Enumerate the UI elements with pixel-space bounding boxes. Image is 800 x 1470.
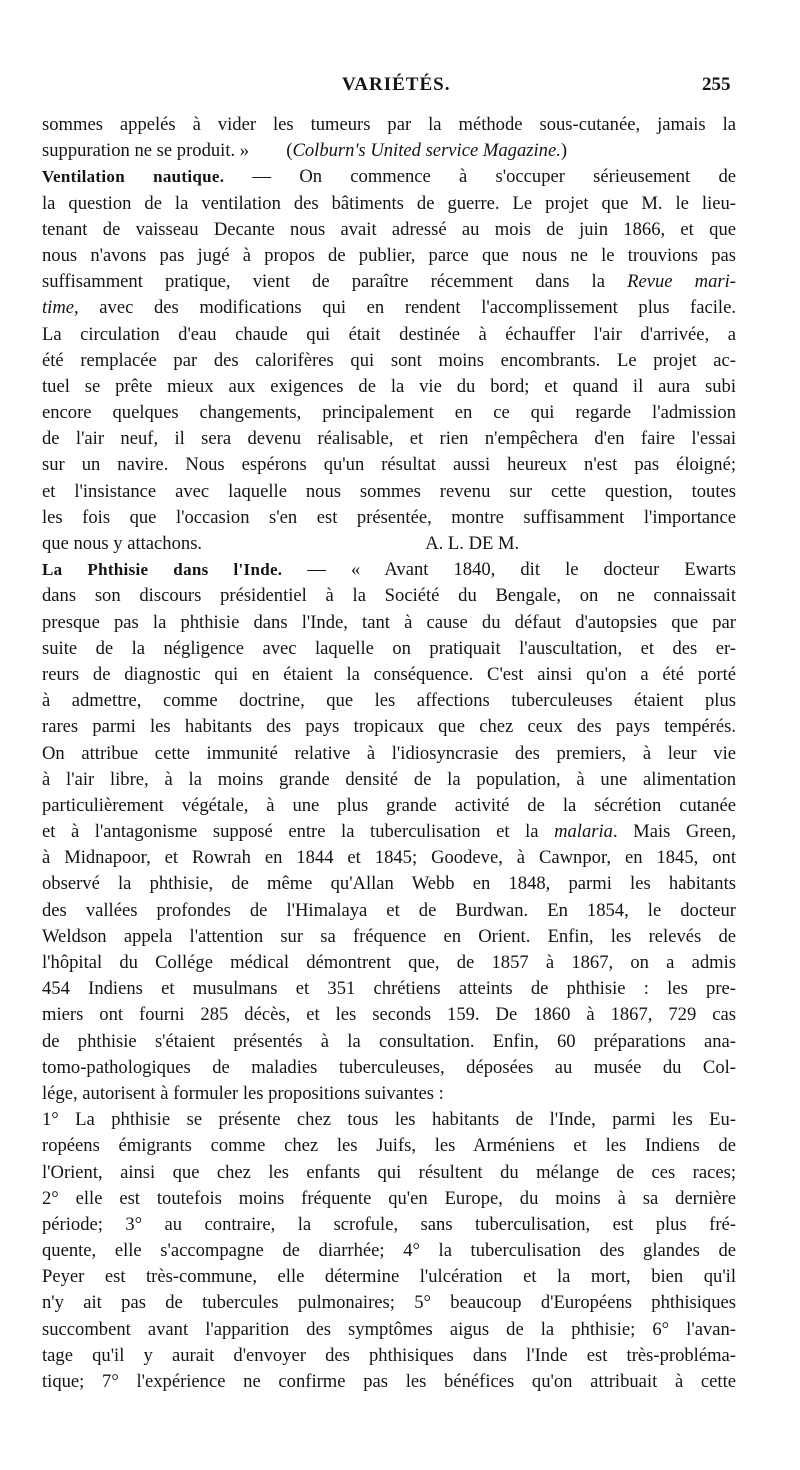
text-line: Weldson appela l'attention sur sa fréquence en Orient. Enfin, les relevés de bbox=[42, 925, 736, 947]
text-line: miers ont fourni 285 décès, et les seconds 159. De 1860 à 1867, 729 cas bbox=[42, 1004, 736, 1026]
text-line: à admettre, comme doctrine, que les affections tuberculeuses étaient plus bbox=[42, 690, 736, 712]
text-line: time, avec des modifications qui en rendent l'accomplissement plus facile. bbox=[42, 297, 736, 319]
section-lead: Ventilation nautique. bbox=[42, 167, 225, 187]
text-line: succombent avant l'apparition des symptômes aigus de la phthisie; 6° l'avan- bbox=[42, 1318, 736, 1340]
text-line: rares parmi les habitants des pays tropicaux que chez ceux des pays tempérés. bbox=[42, 716, 736, 738]
text-line: particulièrement végétale, à une plus grande activité de la sécrétion cutanée bbox=[42, 794, 736, 816]
text-line: La circulation d'eau chaude qui était destinée à échauffer l'air d'arrivée, a bbox=[42, 323, 736, 345]
text-line: 454 Indiens et musulmans et 351 chrétiens atteints de phthisie : les pre- bbox=[42, 978, 736, 1000]
text-line: été remplacée par des calorifères qui sont moins encombrants. Le projet ac- bbox=[42, 349, 736, 371]
text-line: à l'air libre, à la moins grande densité de la population, à une alimentation bbox=[42, 768, 736, 790]
text-line: La Phthisie dans l'Inde. — « Avant 1840, dit le docteur Ewarts bbox=[42, 559, 736, 581]
text-line: lége, autorisent à formuler les propositions suivantes : bbox=[42, 1082, 444, 1104]
running-head: VARIÉTÉS. bbox=[342, 74, 451, 95]
text-line: dans son discours présidentiel à la Société du Bengale, on ne connaissait bbox=[42, 585, 736, 607]
text-line: tomo-pathologiques de maladies tuberculeuses, déposées au musée du Col- bbox=[42, 1056, 736, 1078]
page-header bbox=[0, 74, 800, 104]
text-line: Ventilation nautique. — On commence à s'occuper sérieusement de bbox=[42, 166, 736, 188]
text-line: n'y ait pas de tubercules pulmonaires; 5° beaucoup d'Européens phthisiques bbox=[42, 1292, 736, 1314]
text-line: que nous y attachons. A. L. DE M. bbox=[42, 533, 520, 554]
italic-text: time bbox=[42, 297, 75, 319]
text-line: tage qu'il y aurait d'envoyer des phthisiques dans l'Inde est très-probléma- bbox=[42, 1344, 736, 1366]
italic-text: Colburn's United service Magazine. bbox=[292, 140, 561, 162]
text-line: reurs de diagnostic qui en étaient la conséquence. C'est ainsi qu'on a été porté bbox=[42, 663, 736, 685]
text-line: 1° La phthisie se présente chez tous les habitants de l'Inde, parmi les Eu- bbox=[42, 1109, 736, 1131]
text-line: l'Orient, ainsi que chez les enfants qui résultent du mélange de ces races; bbox=[42, 1161, 736, 1183]
text-line: à Midnapoor, et Rowrah en 1844 et 1845; Goodeve, à Cawnpor, en 1845, ont bbox=[42, 847, 736, 869]
italic-text: Revue mari- bbox=[627, 271, 736, 293]
text-line: On attribue cette immunité relative à l'idiosyncrasie des premiers, à leur vie bbox=[42, 742, 736, 764]
text-line: suppuration ne se produit. » (Colburn's United service Magazine.) bbox=[42, 140, 568, 162]
text-line: ropéens émigrants comme chez les Juifs, les Arméniens et les Indiens de bbox=[42, 1135, 736, 1157]
text-line: et à l'antagonisme supposé entre la tuberculisation et la malaria. Mais Green, bbox=[42, 821, 736, 843]
text-line: et l'insistance avec laquelle nous sommes revenu sur cette question, toutes bbox=[42, 480, 736, 502]
text-line: la question de la ventilation des bâtiments de guerre. Le projet que M. le lieu- bbox=[42, 192, 736, 214]
text-line: suite de la négligence avec laquelle on pratiquait l'auscultation, et des er- bbox=[42, 637, 736, 659]
text-line: les fois que l'occasion s'en est présentée, montre suffisamment l'importance bbox=[42, 506, 736, 528]
italic-text: malaria bbox=[554, 821, 613, 843]
text-line: tuel se prête mieux aux exigences de la vie du bord; et quand il aura subi bbox=[42, 375, 736, 397]
text-line: suffisamment pratique, vient de paraître récemment dans la Revue mari- bbox=[42, 271, 736, 293]
text-line: Peyer est très-commune, elle détermine l'ulcération et la mort, bien qu'il bbox=[42, 1266, 736, 1288]
body-text bbox=[42, 112, 736, 1395]
text-line: sommes appelés à vider les tumeurs par la méthode sous-cutanée, jamais la bbox=[42, 114, 736, 135]
text-line: période; 3° au contraire, la scrofule, sans tuberculisation, est plus fré- bbox=[42, 1213, 736, 1235]
text-line: l'hôpital du Collége médical démontrent que, de 1857 à 1867, on a admis bbox=[42, 952, 736, 973]
text-line: tenant de vaisseau Decante nous avait adressé au mois de juin 1866, et que bbox=[42, 218, 736, 240]
text-line: sur un navire. Nous espérons qu'un résultat aussi heureux n'est pas éloigné; bbox=[42, 454, 736, 476]
text-line: de phthisie s'étaient présentés à la consultation. Enfin, 60 préparations ana- bbox=[42, 1030, 736, 1052]
page-number: 255 bbox=[702, 74, 731, 95]
text-line: encore quelques changements, principalement en ce qui regarde l'admission bbox=[42, 402, 736, 424]
text-line: 2° elle est toutefois moins fréquente qu'en Europe, du moins à sa dernière bbox=[42, 1187, 736, 1209]
text-line: tique; 7° l'expérience ne confirme pas les bénéfices qu'on attribuait à cette bbox=[42, 1371, 736, 1392]
text-line: observé la phthisie, de même qu'Allan Webb en 1848, parmi les habitants bbox=[42, 873, 736, 895]
text-line: presque pas la phthisie dans l'Inde, tant à cause du défaut d'autopsies que par bbox=[42, 611, 736, 633]
text-line: des vallées profondes de l'Himalaya et de Burdwan. En 1854, le docteur bbox=[42, 899, 736, 921]
text-line: nous n'avons pas jugé à propos de publier, parce que nous ne le trouvions pas bbox=[42, 244, 736, 266]
text-line: quente, elle s'accompagne de diarrhée; 4° la tuberculisation des glandes de bbox=[42, 1240, 736, 1262]
section-lead: La Phthisie dans l'Inde. bbox=[42, 560, 283, 580]
text-line: de l'air neuf, il sera devenu réalisable, et rien n'empêchera d'en faire l'essai bbox=[42, 428, 736, 450]
